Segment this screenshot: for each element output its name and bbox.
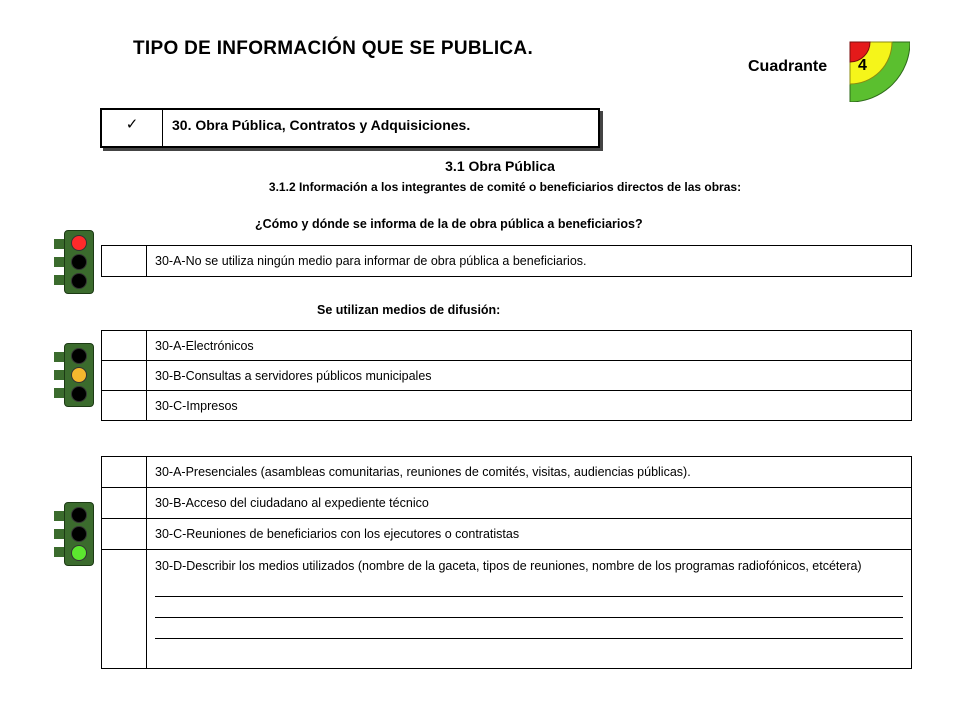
- table-row[interactable]: [102, 488, 912, 519]
- description-cell: [147, 550, 912, 669]
- options-table-green: [101, 456, 912, 669]
- traffic-light-yellow-icon: [64, 343, 94, 407]
- answer-line[interactable]: [155, 576, 903, 597]
- option-text: 30-D-Describir los medios utilizados (nombre de la gaceta, tipos de reuniones, nombre de los programas radiofónicos, etcétera): [155, 559, 862, 573]
- checkbox-cell[interactable]: [102, 457, 147, 488]
- options-table-yellow: [101, 330, 912, 421]
- topic-box: [100, 108, 600, 148]
- quadrant-icon: [848, 40, 910, 102]
- options-table-red: [101, 245, 912, 277]
- lamp-off: [71, 348, 87, 364]
- lamp-off: [71, 507, 87, 523]
- table-row[interactable]: [102, 391, 912, 421]
- table-row[interactable]: [102, 331, 912, 361]
- answer-line[interactable]: [155, 618, 903, 639]
- checkbox-cell[interactable]: [102, 391, 147, 421]
- check-icon: ✓: [102, 110, 163, 146]
- used-media-label: Se utilizan medios de difusión:: [317, 303, 501, 317]
- option-text: 30-A-Electrónicos: [147, 331, 912, 361]
- page-title: TIPO DE INFORMACIÓN QUE SE PUBLICA.: [133, 38, 534, 59]
- lamp-green-on: [71, 545, 87, 561]
- lamp-off: [71, 386, 87, 402]
- option-text: 30-B-Acceso del ciudadano al expediente técnico: [147, 488, 912, 519]
- traffic-light-red-icon: [64, 230, 94, 294]
- table-row[interactable]: [102, 361, 912, 391]
- option-text: 30-B-Consultas a servidores públicos municipales: [147, 361, 912, 391]
- lamp-off: [71, 254, 87, 270]
- answer-line[interactable]: [155, 597, 903, 618]
- checkbox-cell[interactable]: [102, 550, 147, 669]
- traffic-light-green-icon: [64, 502, 94, 566]
- checkbox-cell[interactable]: [102, 361, 147, 391]
- question-text: ¿Cómo y dónde se informa de la de obra pública a beneficiarios?: [255, 217, 643, 231]
- lamp-yellow-on: [71, 367, 87, 383]
- cuadrante-number: 4: [858, 57, 867, 74]
- checkbox-cell[interactable]: [102, 331, 147, 361]
- table-row[interactable]: [102, 246, 912, 277]
- topic-label: 30. Obra Pública, Contratos y Adquisiciones.: [172, 117, 471, 133]
- cuadrante-label: Cuadrante: [748, 58, 828, 75]
- checkbox-cell[interactable]: [102, 519, 147, 550]
- lamp-off: [71, 526, 87, 542]
- lamp-red-on: [71, 235, 87, 251]
- lamp-off: [71, 273, 87, 289]
- table-row[interactable]: [102, 457, 912, 488]
- option-text: 30-A-No se utiliza ningún medio para informar de obra pública a beneficiarios.: [147, 246, 912, 277]
- table-row[interactable]: [102, 519, 912, 550]
- checkbox-cell[interactable]: [102, 488, 147, 519]
- section-title: 3.1 Obra Pública: [445, 158, 555, 174]
- option-text: 30-C-Impresos: [147, 391, 912, 421]
- table-row[interactable]: [102, 550, 912, 669]
- option-text: 30-A-Presenciales (asambleas comunitarias, reuniones de comités, visitas, audiencias públicas).: [147, 457, 912, 488]
- option-text: 30-C-Reuniones de beneficiarios con los ejecutores o contratistas: [147, 519, 912, 550]
- checkbox-cell[interactable]: [102, 246, 147, 277]
- subsection-title: 3.1.2 Información a los integrantes de comité o beneficiarios directos de las obras:: [268, 180, 742, 194]
